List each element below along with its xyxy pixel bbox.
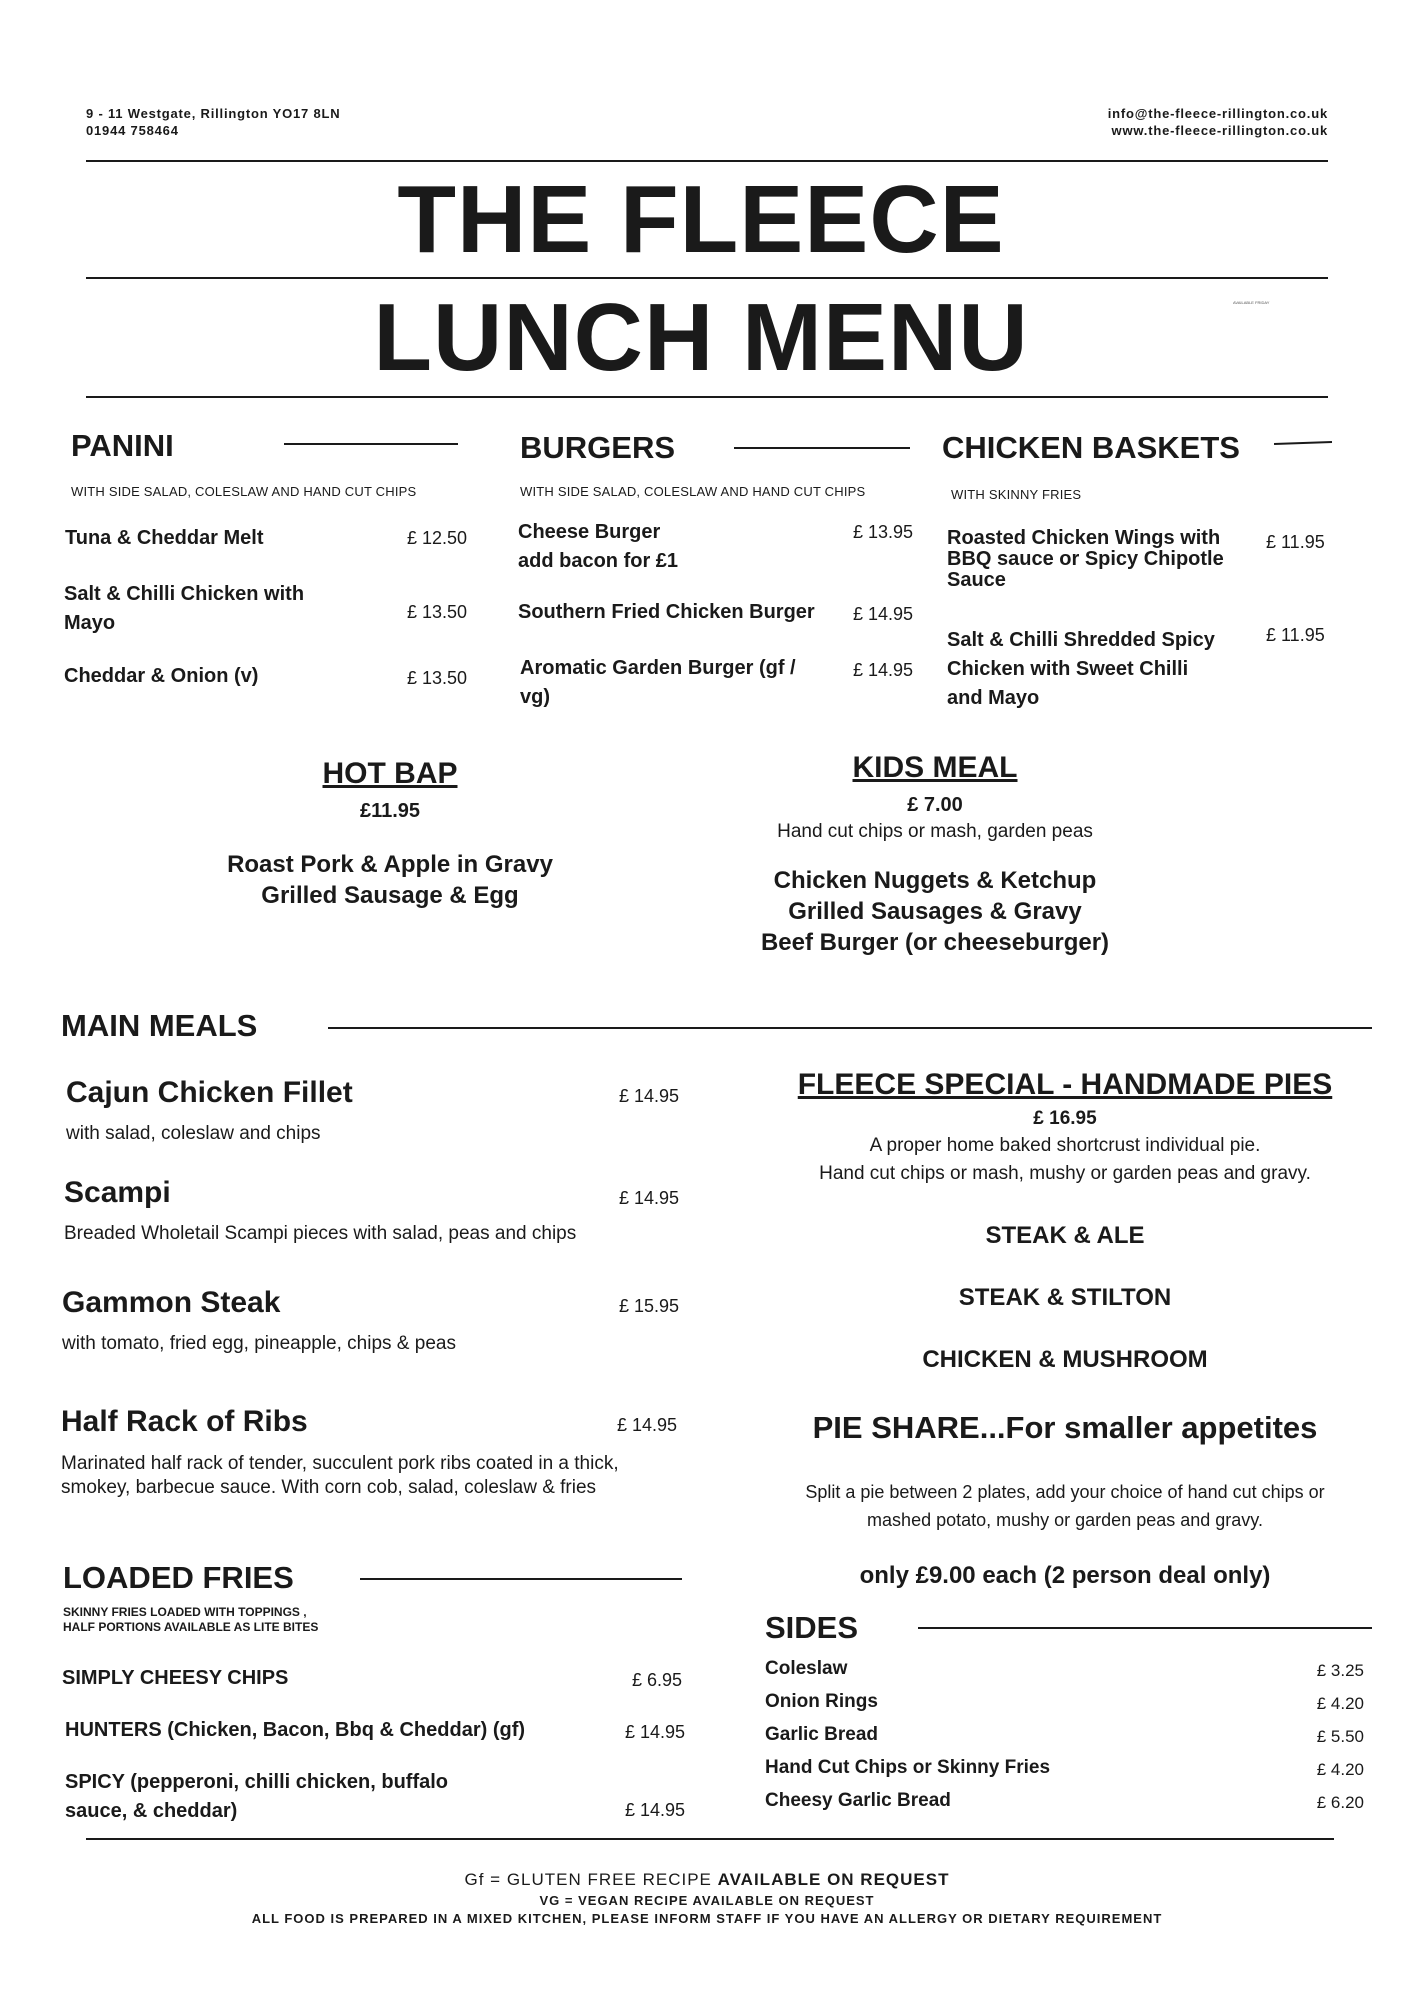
- main-meal-desc-line: Marinated half rack of tender, succulent pork ribs coated in a thick,: [61, 1453, 619, 1474]
- pie-share-desc-line: mashed potato, mushy or garden peas and gravy.: [867, 1510, 1263, 1530]
- kids-meal-note: Hand cut chips or mash, garden peas: [777, 821, 1093, 842]
- panini-item-name-line: Salt & Chilli Chicken with: [64, 583, 305, 605]
- chicken-baskets-heading: CHICKEN BASKETS: [942, 430, 1240, 465]
- header-divider-bottom: [86, 396, 1328, 398]
- burgers-item-price: £ 14.95: [853, 604, 914, 624]
- side-item-price: £ 4.20: [1316, 1760, 1364, 1779]
- chicken-baskets-note: WITH SKINNY FRIES: [951, 487, 1082, 502]
- kids-meal-price: £ 7.00: [907, 794, 963, 816]
- chicken-baskets-item-name-line: Salt & Chilli Shredded Spicy: [947, 629, 1215, 651]
- loaded-fries-item-name-line: SPICY (pepperoni, chilli chicken, buffalo: [65, 1771, 449, 1793]
- panini-item-price: £ 12.50: [407, 528, 468, 548]
- hot-bap-item: Roast Pork & Apple in Gravy: [227, 851, 553, 878]
- loaded-fries-heading-rule: [360, 1578, 682, 1580]
- kids-meal-item: Beef Burger (or cheeseburger): [760, 929, 1110, 956]
- main-meal-name: Cajun Chicken Fillet: [66, 1076, 353, 1109]
- website-link[interactable]: www.the-fleece-rillington.co.uk: [1111, 123, 1328, 138]
- footer-divider: [86, 1838, 1334, 1840]
- side-item-name: Onion Rings: [765, 1691, 878, 1712]
- pies-desc-line: A proper home baked shortcrust individual pie.: [869, 1135, 1261, 1156]
- pies-price: £ 16.95: [1033, 1108, 1097, 1129]
- footer-line: [0, 1870, 1414, 1890]
- chicken-baskets-item-name: [947, 626, 1215, 713]
- panini-note: WITH SIDE SALAD, COLESLAW AND HAND CUT CHIPS: [71, 484, 417, 499]
- chicken-baskets-heading-rule: [1274, 441, 1332, 445]
- burgers-item-name-line: add bacon for £1: [518, 550, 679, 572]
- burgers-item-price: £ 14.95: [853, 660, 914, 680]
- loaded-fries-note-line: HALF PORTIONS AVAILABLE AS LITE BITES: [63, 1620, 319, 1634]
- burgers-heading: BURGERS: [520, 430, 676, 465]
- pie-share-desc: [760, 1478, 1370, 1534]
- main-meal-price: £ 14.95: [619, 1188, 680, 1208]
- side-item-name: Cheesy Garlic Bread: [765, 1790, 951, 1811]
- main-meal-desc: with tomato, fried egg, pineapple, chips & peas: [62, 1333, 456, 1354]
- burgers-item-name-line: vg): [520, 686, 550, 708]
- footer-allergy: ALL FOOD IS PREPARED IN A MIXED KITCHEN, PLEASE INFORM STAFF IF YOU HAVE AN ALLERGY OR DIETARY REQUIREMENT: [251, 1911, 1163, 1926]
- chicken-baskets-item-name-line: Chicken with Sweet Chilli: [947, 658, 1189, 680]
- hot-bap-heading: HOT BAP: [322, 757, 458, 790]
- burgers-item-name-line: Cheese Burger: [518, 521, 661, 543]
- main-meal-desc: [61, 1452, 619, 1500]
- address: [86, 105, 340, 139]
- footer-vegan: VG = VEGAN RECIPE AVAILABLE ON REQUEST: [539, 1893, 875, 1908]
- panini-item-name-line: Mayo: [64, 612, 116, 634]
- burgers-heading-rule: [734, 447, 910, 449]
- contact: [1108, 105, 1328, 139]
- chicken-baskets-item-price: £ 11.95: [1266, 625, 1325, 645]
- address-line: 9 - 11 Westgate, Rillington YO17 8LN: [86, 106, 341, 121]
- panini-item-name: Tuna & Cheddar Melt: [65, 527, 264, 549]
- side-item-name: Coleslaw: [765, 1658, 848, 1679]
- main-meals-heading-rule: [328, 1027, 1372, 1029]
- email-link[interactable]: info@the-fleece-rillington.co.uk: [1107, 106, 1328, 121]
- panini-item-price: £ 13.50: [407, 602, 468, 622]
- loaded-fries-item-name: [65, 1768, 448, 1826]
- main-meal-desc-line: smokey, barbecue sauce. With corn cob, salad, coleslaw & fries: [61, 1477, 597, 1498]
- pie-item: STEAK & STILTON: [958, 1284, 1172, 1311]
- kids-meal-heading: KIDS MEAL: [852, 751, 1018, 784]
- burgers-item-name: Southern Fried Chicken Burger: [518, 601, 815, 623]
- burgers-item-price: £ 13.95: [853, 522, 914, 542]
- pie-share-price: only £9.00 each (2 person deal only): [859, 1562, 1271, 1589]
- side-item-name: Hand Cut Chips or Skinny Fries: [765, 1757, 1051, 1778]
- hot-bap-item: Grilled Sausage & Egg: [261, 882, 519, 909]
- chicken-baskets-item-name: [947, 528, 1224, 591]
- loaded-fries-item-name: SIMPLY CHEESY CHIPS: [62, 1667, 289, 1689]
- panini-item-name: [64, 580, 304, 638]
- hot-bap-price: £11.95: [359, 800, 421, 822]
- main-meal-price: £ 14.95: [617, 1415, 678, 1435]
- pie-item: CHICKEN & MUSHROOM: [922, 1346, 1208, 1373]
- side-item-price: £ 4.20: [1316, 1694, 1364, 1713]
- footer-available: AVAILABLE ON REQUEST: [717, 1870, 950, 1889]
- pies-desc-line: Hand cut chips or mash, mushy or garden peas and gravy.: [819, 1163, 1311, 1184]
- main-meal-desc: Breaded Wholetail Scampi pieces with salad, peas and chips: [64, 1223, 577, 1244]
- side-item-name: Garlic Bread: [765, 1724, 878, 1745]
- loaded-fries-item-price: £ 6.95: [632, 1670, 683, 1690]
- loaded-fries-note: [63, 1605, 318, 1635]
- footer-gluten-free: Gf = GLUTEN FREE RECIPE: [464, 1870, 718, 1889]
- pie-share-desc-line: Split a pie between 2 plates, add your choice of hand cut chips or: [805, 1482, 1325, 1502]
- loaded-fries-note-line: SKINNY FRIES LOADED WITH TOPPINGS ,: [63, 1605, 307, 1619]
- side-item-price: £ 3.25: [1316, 1661, 1364, 1680]
- side-item-price: £ 6.20: [1316, 1793, 1364, 1812]
- loaded-fries-item-price: £ 14.95: [625, 1722, 686, 1742]
- main-meal-price: £ 15.95: [619, 1296, 680, 1316]
- sides-heading-rule: [918, 1627, 1372, 1629]
- hot-bap-section: [160, 756, 620, 911]
- chicken-baskets-item-name-line: BBQ sauce or Spicy Chipotle: [947, 548, 1224, 570]
- burgers-note: WITH SIDE SALAD, COLESLAW AND HAND CUT CHIPS: [520, 484, 866, 499]
- tiny-note: AVAILABLE FRIDAY: [1233, 300, 1270, 305]
- phone-number: 01944 758464: [86, 123, 179, 138]
- chicken-baskets-item-name-line: Sauce: [947, 569, 1006, 591]
- loaded-fries-item-name-line: sauce, & cheddar): [65, 1800, 238, 1822]
- chicken-baskets-item-name-line: and Mayo: [947, 687, 1040, 709]
- main-meal-desc: with salad, coleslaw and chips: [66, 1123, 321, 1144]
- panini-item-price: £ 13.50: [407, 668, 468, 688]
- header-divider-top: [86, 160, 1328, 162]
- main-meal-price: £ 14.95: [619, 1086, 680, 1106]
- kids-meal-section: [700, 750, 1170, 958]
- chicken-baskets-item-name-line: Roasted Chicken Wings with: [947, 527, 1221, 549]
- loaded-fries-heading: LOADED FRIES: [63, 1560, 294, 1595]
- pie-share-heading: PIE SHARE...For smaller appetites: [812, 1410, 1318, 1445]
- restaurant-title: THE FLEECE: [397, 166, 1005, 273]
- main-meal-name: Gammon Steak: [62, 1286, 281, 1319]
- pie-item: STEAK & ALE: [985, 1222, 1145, 1249]
- panini-heading: PANINI: [71, 428, 174, 463]
- pies-block: [760, 1066, 1370, 1188]
- kids-meal-item: Grilled Sausages & Gravy: [788, 898, 1082, 925]
- pies-heading: FLEECE SPECIAL - HANDMADE PIES: [797, 1068, 1333, 1101]
- loaded-fries-item-name: HUNTERS (Chicken, Bacon, Bbq & Cheddar) (gf): [65, 1719, 526, 1741]
- burgers-item-name: [520, 654, 796, 712]
- chicken-baskets-item-price: £ 11.95: [1266, 532, 1325, 552]
- burgers-item-name-line: Aromatic Garden Burger (gf /: [520, 657, 796, 679]
- side-item-price: £ 5.50: [1316, 1727, 1364, 1746]
- main-meals-heading: MAIN MEALS: [61, 1008, 258, 1043]
- panini-item-name: Cheddar & Onion (v): [64, 665, 259, 687]
- header-divider-middle: [86, 277, 1328, 279]
- main-meal-name: Half Rack of Ribs: [61, 1405, 308, 1438]
- sides-heading: SIDES: [765, 1610, 859, 1645]
- kids-meal-item: Chicken Nuggets & Ketchup: [773, 867, 1097, 894]
- menu-title: LUNCH MENU: [373, 284, 1029, 391]
- burgers-item-name: [518, 518, 678, 576]
- panini-heading-rule: [284, 443, 458, 445]
- main-meal-name: Scampi: [64, 1176, 171, 1209]
- loaded-fries-item-price: £ 14.95: [625, 1800, 686, 1820]
